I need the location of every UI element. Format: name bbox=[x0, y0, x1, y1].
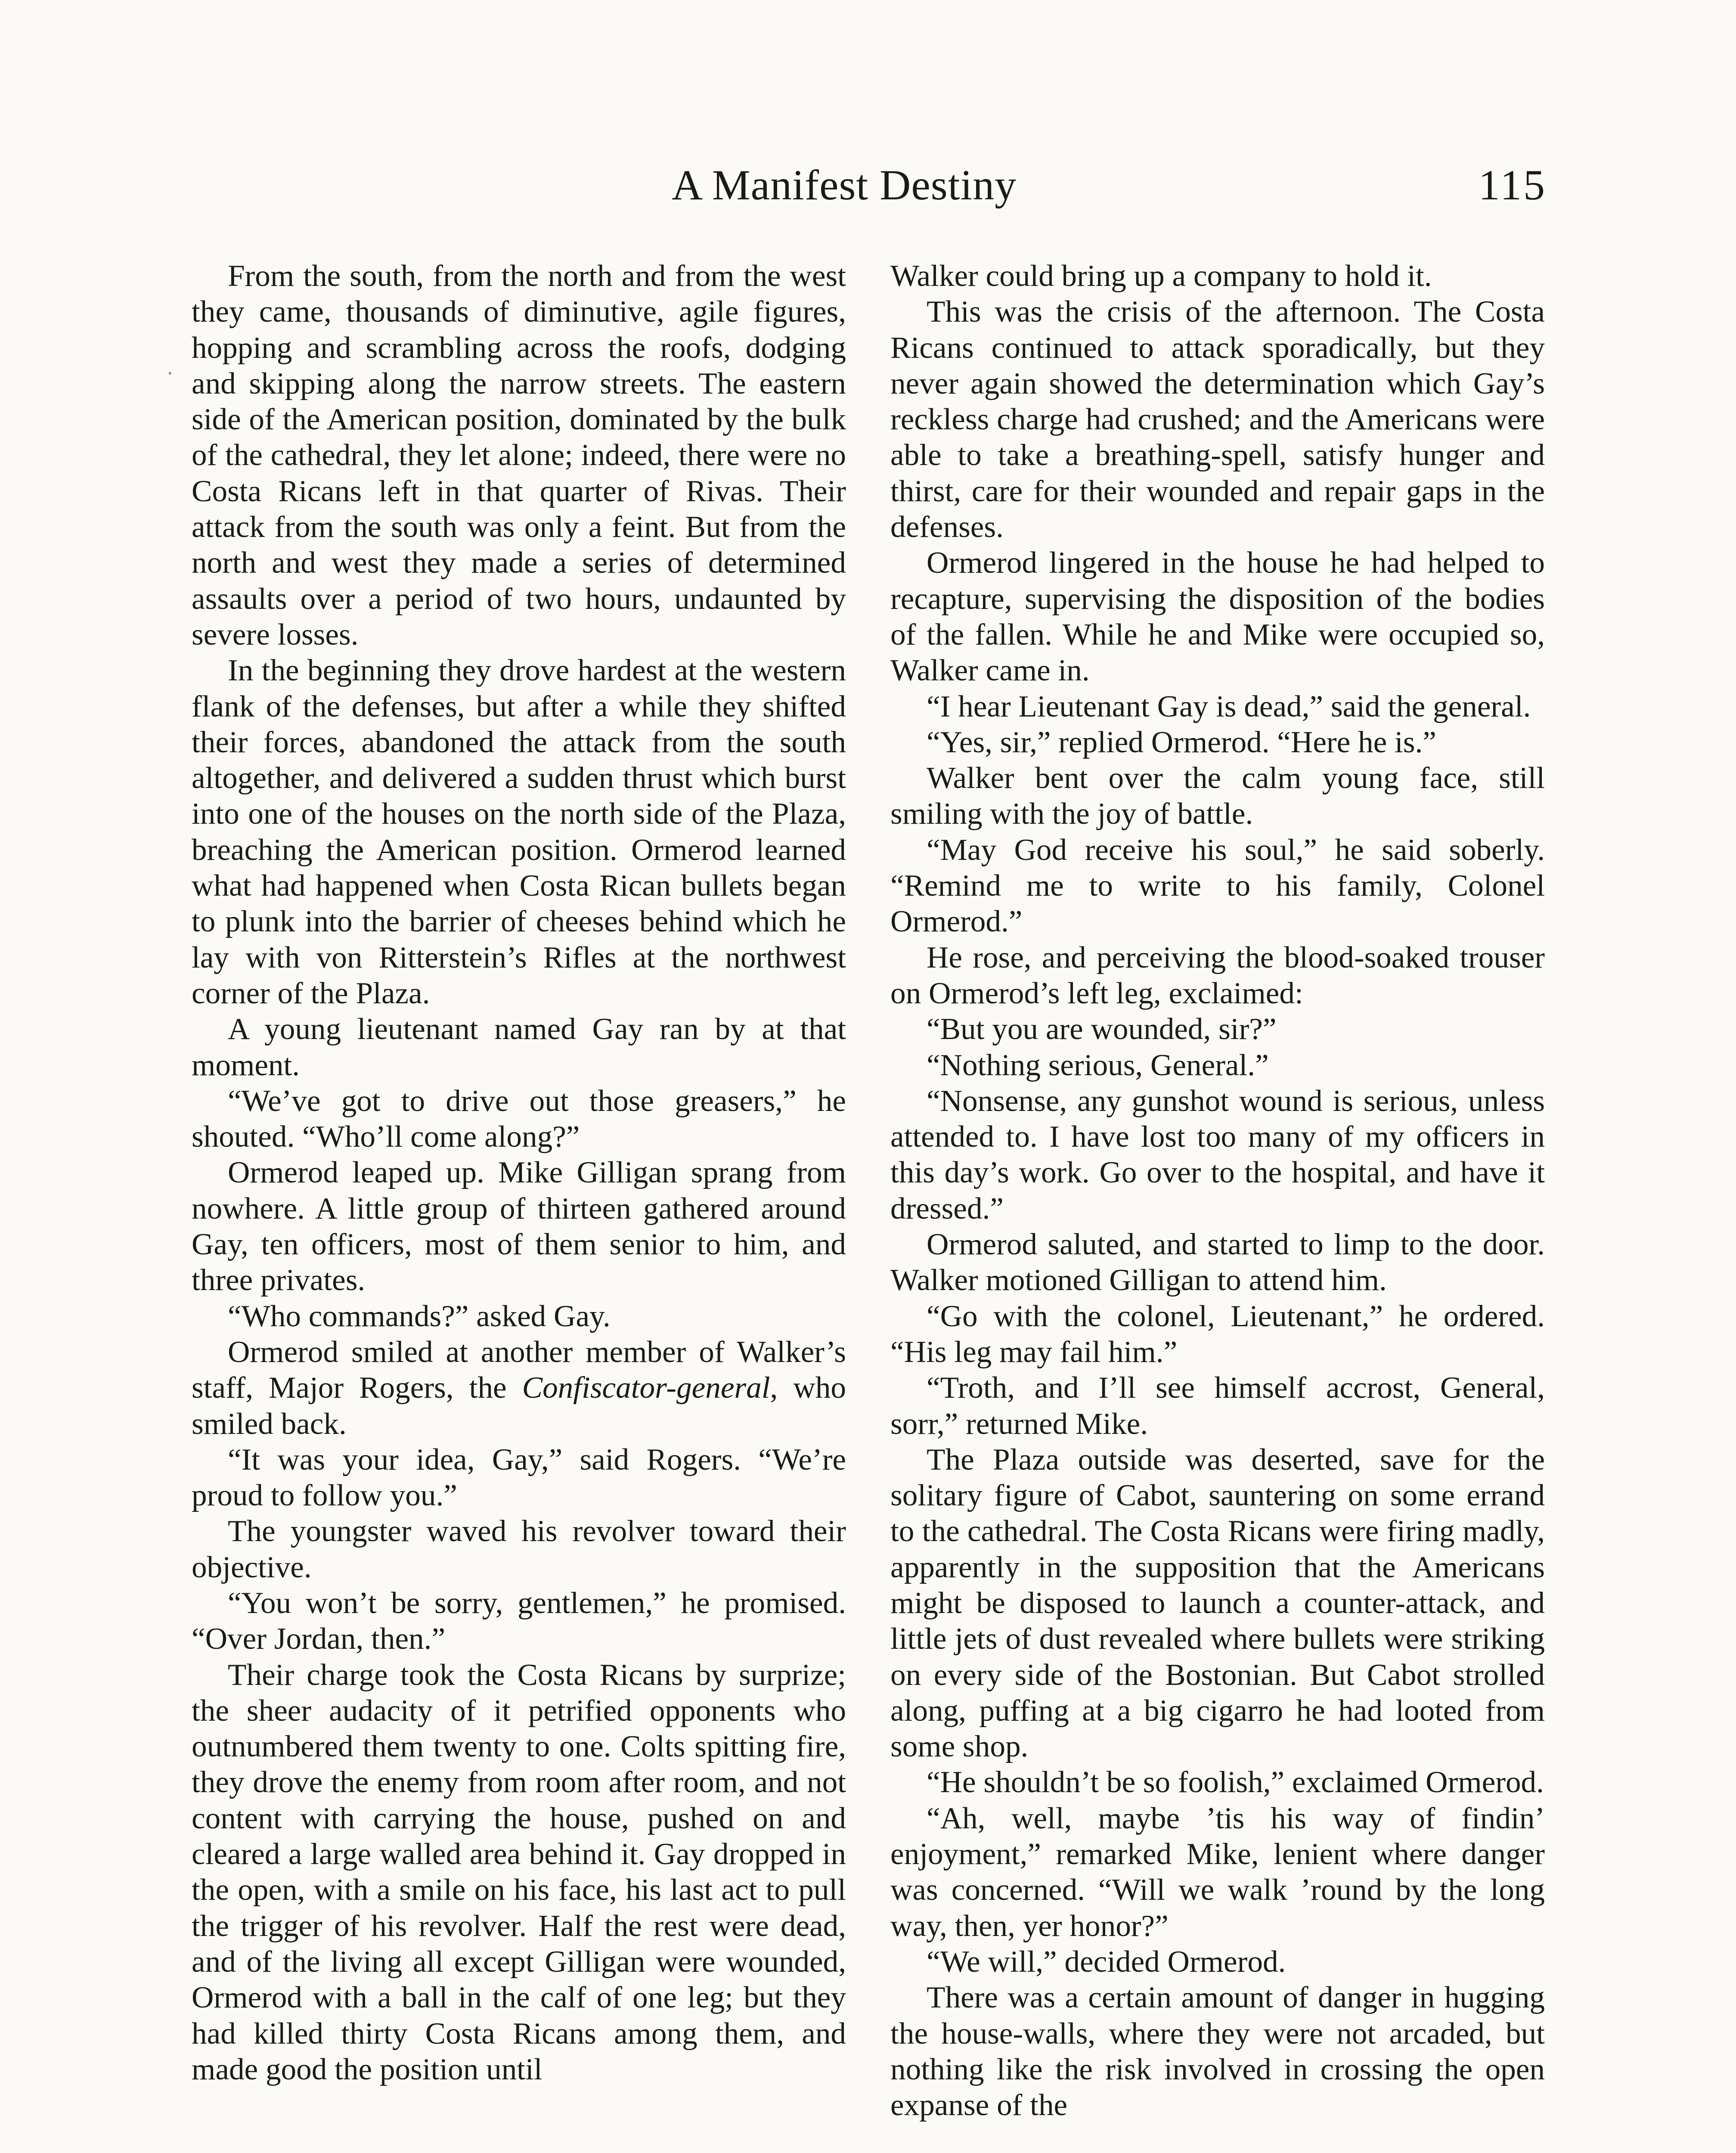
paragraph: “But you are wounded, sir?” bbox=[927, 1012, 1277, 1046]
paragraph: From the south, from the north and from the west they came, thousands of diminutive, agile figures, hopping and scrambling across the roofs, dodging and skipping along the narrow streets. The eastern side of the American position, dominated by the bulk of the cathedral, they let alone; indeed, there were no Costa Ricans left in that quarter of Rivas. Their attack from the south was only a feint. But from the north and west they made a series of determined assaults over a period of two hours, undaunted by severe losses. bbox=[192, 259, 846, 651]
paragraph: He rose, and perceiving the blood-soaked trouser on Ormerod’s left leg, exclaimed: bbox=[890, 940, 1545, 1010]
paragraph: “He shouldn’t be so foolish,” exclaimed Ormerod. bbox=[927, 1765, 1544, 1799]
italic-term: Confiscator-general bbox=[522, 1371, 770, 1405]
paragraph: “You won’t be sorry, gentlemen,” he promised. “Over Jordan, then.” bbox=[192, 1586, 846, 1656]
paragraph: “Yes, sir,” replied Ormerod. “Here he is.” bbox=[927, 725, 1436, 759]
paragraph: “Go with the colonel, Lieutenant,” he ordered. “His leg may fail him.” bbox=[890, 1299, 1545, 1369]
paragraph: “It was your idea, Gay,” said Rogers. “We’re proud to follow you.” bbox=[192, 1443, 846, 1513]
paragraph-text: , who smiled back. bbox=[192, 1371, 846, 1441]
paragraph: “We will,” decided Ormerod. bbox=[927, 1945, 1286, 1979]
paragraph: Walker bent over the calm young face, still smiling with the joy of battle. bbox=[890, 761, 1545, 831]
paragraph: There was a certain amount of danger in hugging the house-walls, where they were not arcaded, but nothing like the risk involved in crossing the open expanse of the bbox=[890, 1981, 1545, 2122]
paragraph: “Who commands?” asked Gay. bbox=[228, 1299, 611, 1333]
paragraph-text: Ormerod smiled at another member of Walker’s staff, Major Rogers, the bbox=[192, 1335, 846, 1405]
paragraph: “May God receive his soul,” he said soberly. “Remind me to write to his family, Colonel Ormerod.” bbox=[890, 833, 1545, 939]
paragraph: “Ah, well, maybe ’tis his way of findin’ enjoyment,” remarked Mike, lenient where danger was concerned. “Will we walk ’round by the long way, then, yer honor?” bbox=[890, 1801, 1545, 1943]
paragraph: Ormerod saluted, and started to limp to the door. Walker motioned Gilligan to attend him. bbox=[890, 1228, 1545, 1297]
paragraph: A young lieutenant named Gay ran by at that moment. bbox=[192, 1012, 846, 1082]
paragraph: The youngster waved his revolver toward their objective. bbox=[192, 1514, 846, 1584]
paragraph: “We’ve got to drive out those greasers,” he shouted. “Who’ll come along?” bbox=[192, 1084, 846, 1154]
paper-speck bbox=[169, 372, 171, 375]
running-head-title: A Manifest Destiny bbox=[672, 161, 1017, 209]
paragraph: “Nonsense, any gunshot wound is serious, unless attended to. I have lost too many of my officers in this day’s work. Go over to the hospital, and have it dressed.” bbox=[890, 1084, 1545, 1225]
left-text-column bbox=[192, 258, 846, 2088]
paragraph: Their charge took the Costa Ricans by surprize; the sheer audacity of it petrified opponents who outnumbered them twenty to one. Colts spitting fire, they drove the enemy from room after room, and not content with carrying the house, pushed on and cleared a large walled area behind it. Gay dropped in the open, with a smile on his face, his last act to pull the trigger of his revolver. Half the rest were dead, and of the living all except Gilligan were wounded, Ormerod with a ball in the calf of one leg; but they had killed thirty Costa Ricans among them, and made good the position until bbox=[192, 1658, 846, 2086]
paragraph bbox=[192, 1334, 846, 1442]
right-text-column bbox=[890, 258, 1545, 2123]
paragraph: “Nothing serious, General.” bbox=[927, 1048, 1269, 1082]
paragraph: Walker could bring up a company to hold it. bbox=[890, 259, 1432, 293]
paragraph: “Troth, and I’ll see himself accrost, General, sorr,” returned Mike. bbox=[890, 1371, 1545, 1441]
paragraph: This was the crisis of the afternoon. The Costa Ricans continued to attack sporadically, but they never again showed the determination which Gay’s reckless charge had crushed; and the Americans were able to take a breathing-spell, satisfy hunger and thirst, care for their wounded and repair gaps in the defenses. bbox=[890, 295, 1545, 544]
paragraph: Ormerod lingered in the house he had helped to recapture, supervising the disposition of the bodies of the fallen. While he and Mike were occupied so, Walker came in. bbox=[890, 546, 1545, 688]
paragraph: Ormerod leaped up. Mike Gilligan sprang from nowhere. A little group of thirteen gathered around Gay, ten officers, most of them senior to him, and three privates. bbox=[192, 1156, 846, 1297]
paragraph: In the beginning they drove hardest at the western flank of the defenses, but after a while they shifted their forces, abandoned the attack from the south altogether, and delivered a sudden thrust which burst into one of the houses on the north side of the Plaza, breaching the American position. Ormerod learned what had happened when Costa Rican bullets began to plunk into the barrier of cheeses behind which he lay with von Ritterstein’s Rifles at the northwest corner of the Plaza. bbox=[192, 654, 846, 1010]
page-number: 115 bbox=[1478, 161, 1547, 209]
paragraph: The Plaza outside was deserted, save for the solitary figure of Cabot, sauntering on some errand to the cathedral. The Costa Ricans were firing madly, apparently in the supposition that the Americans might be disposed to launch a counter-attack, and little jets of dust revealed where bullets were striking on every side of the Bostonian. But Cabot strolled along, puffing at a big cigarro he had looted from some shop. bbox=[890, 1443, 1545, 1764]
paragraph: “I hear Lieutenant Gay is dead,” said the general. bbox=[927, 689, 1531, 723]
